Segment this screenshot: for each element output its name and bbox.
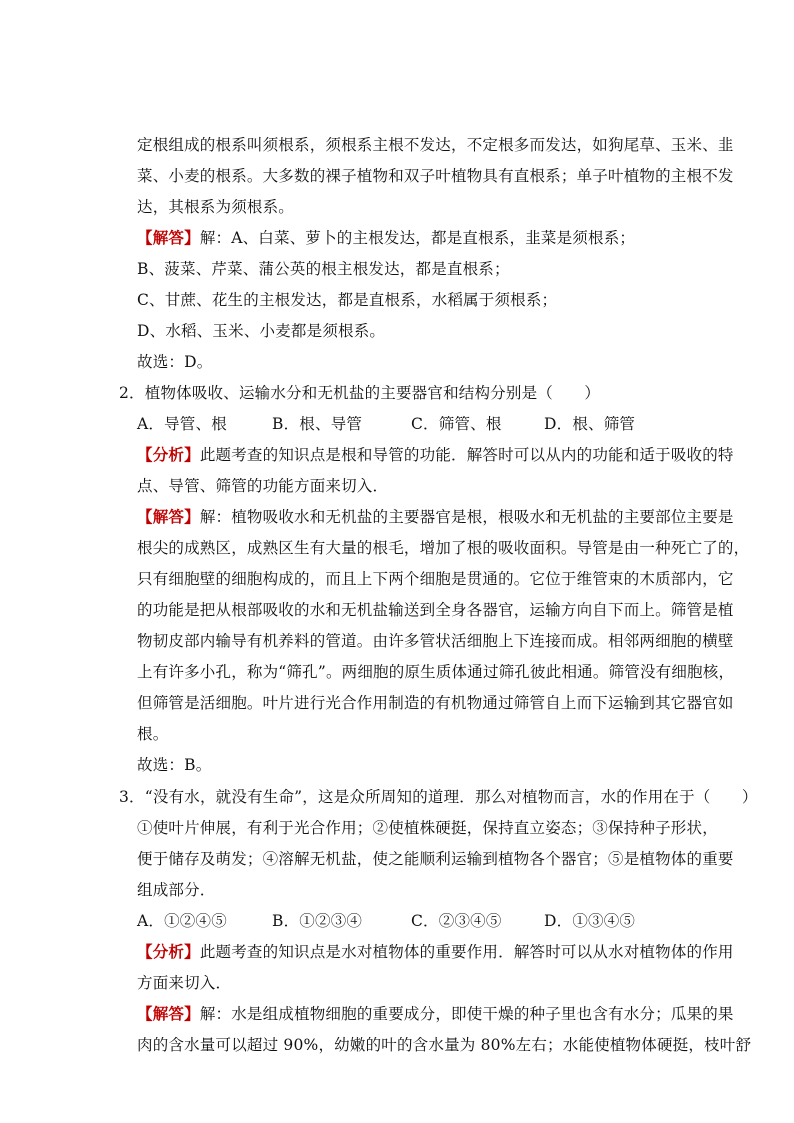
q2-answer-line-3: 只有细胞壁的细胞构成的，而且上下两个细胞是贯通的。它位于维管束的木质部内，它 (137, 570, 734, 588)
analysis-tag: 【分析】 (137, 942, 200, 961)
q2-answer-line-8: 根。 (137, 725, 169, 743)
q2-answer-text: 解：植物吸收水和无机盐的主要器官是根，根吸水和无机盐的主要部位主要是 (199, 508, 734, 526)
q3-analysis-text: 此题考查的知识点是水对植物体的重要作用．解答时可以从水对植物体的作用 (199, 943, 734, 961)
q2-option-a: A．导管、根 (137, 415, 227, 433)
q3-stem-line-3: 组成部分． (137, 881, 216, 899)
q2-analysis-text: 此题考查的知识点是根和导管的功能．解答时可以从内的功能和适于吸收的特 (199, 446, 734, 464)
q3-stem-line-2: 便于储存及萌发；④溶解无机盐，使之能顺利运输到植物各个器官；⑤是植物体的重要 (137, 850, 734, 868)
q2-answer-line-5: 物韧皮部内输导有机养料的管道。由许多管状活细胞上下连接而成。相邻两细胞的横壁 (137, 632, 734, 650)
q3-stem: 3．“没有水，就没有生命”，这是众所周知的道理．那么对植物而言，水的作用在于（ ） (119, 788, 758, 806)
q2-option-b: B．根、导管 (272, 415, 363, 433)
q3-option-a: A．①②④⑤ (137, 912, 227, 930)
q1-analysis-line-1: 定根组成的根系叫须根系，须根系主根不发达，不定根多而发达，如狗尾草、玉米、韭 (137, 136, 734, 154)
q2-answer-line-2: 根尖的成熟区，成熟区生有大量的根毛，增加了根的吸收面积。导管是由一种死亡了的， (137, 539, 750, 557)
answer-tag: 【解答】 (137, 1004, 200, 1023)
q1-analysis-line-2: 菜、小麦的根系。大多数的裸子植物和双子叶植物具有直根系；单子叶植物的主根不发 (137, 167, 734, 185)
q3-analysis-line-1 (137, 940, 734, 962)
q1-choice: 故选：D。 (137, 353, 213, 371)
analysis-tag: 【分析】 (137, 445, 200, 464)
q2-answer-line-7: 但筛管是活细胞。叶片进行光合作用制造的有机物通过筛管自上而下运输到其它器官如 (137, 694, 734, 712)
q2-analysis-line-1 (137, 443, 734, 465)
q1-answer-line-1 (137, 226, 635, 248)
answer-tag: 【解答】 (137, 507, 200, 526)
q1-analysis-line-3: 达，其根系为须根系。 (137, 198, 295, 216)
q2-answer-line-4: 的功能是把从根部吸收的水和无机盐输送到全身各器官，运输方向自下而上。筛管是植 (137, 601, 734, 619)
q3-option-d: D．①③④⑤ (544, 912, 636, 930)
q1-answer-line-2: B、菠菜、芹菜、蒲公英的根主根发达，都是直根系； (137, 260, 510, 278)
q1-answer-line-4: D、水稻、玉米、小麦都是须根系。 (137, 322, 386, 340)
q2-answer-line-6: 上有许多小孔，称为“筛孔”。两细胞的原生质体通过筛孔彼此相通。筛管没有细胞核， (137, 663, 735, 681)
q1-answer-line-3: C、甘蔗、花生的主根发达，都是直根系，水稻属于须根系； (137, 291, 558, 309)
q3-answer-line-2: 肉的含水量可以超过 90%，幼嫩的叶的含水量为 80%左右；水能使植物体硬挺，枝叶舒 (137, 1036, 752, 1054)
q2-choice: 故选：B。 (137, 756, 212, 774)
q3-option-b: B．①②③④ (272, 912, 363, 930)
q3-analysis-line-2: 方面来切入． (137, 974, 232, 992)
q2-option-c: C．筛管、根 (411, 415, 502, 433)
q3-option-c: C．②③④⑤ (411, 912, 502, 930)
answer-tag: 【解答】 (137, 228, 200, 247)
q2-stem: 2．植物体吸收、运输水分和无机盐的主要器官和结构分别是（ ） (119, 384, 601, 402)
q2-analysis-line-2: 点、导管、筛管的功能方面来切入． (137, 477, 389, 495)
q3-stem-line-1: ①使叶片伸展，有利于光合作用；②使植株硬挺，保持直立姿态；③保持种子形状， (137, 819, 718, 837)
q1-answer-text: 解：A、白菜、萝卜的主根发达，都是直根系，韭菜是须根系； (199, 229, 636, 247)
q2-answer-line-1 (137, 505, 734, 527)
q3-answer-line-1 (137, 1002, 734, 1024)
q3-answer-text: 解：水是组成植物细胞的重要成分，即使干燥的种子里也含有水分；瓜果的果 (199, 1005, 734, 1023)
q2-option-d: D．根、筛管 (544, 415, 636, 433)
